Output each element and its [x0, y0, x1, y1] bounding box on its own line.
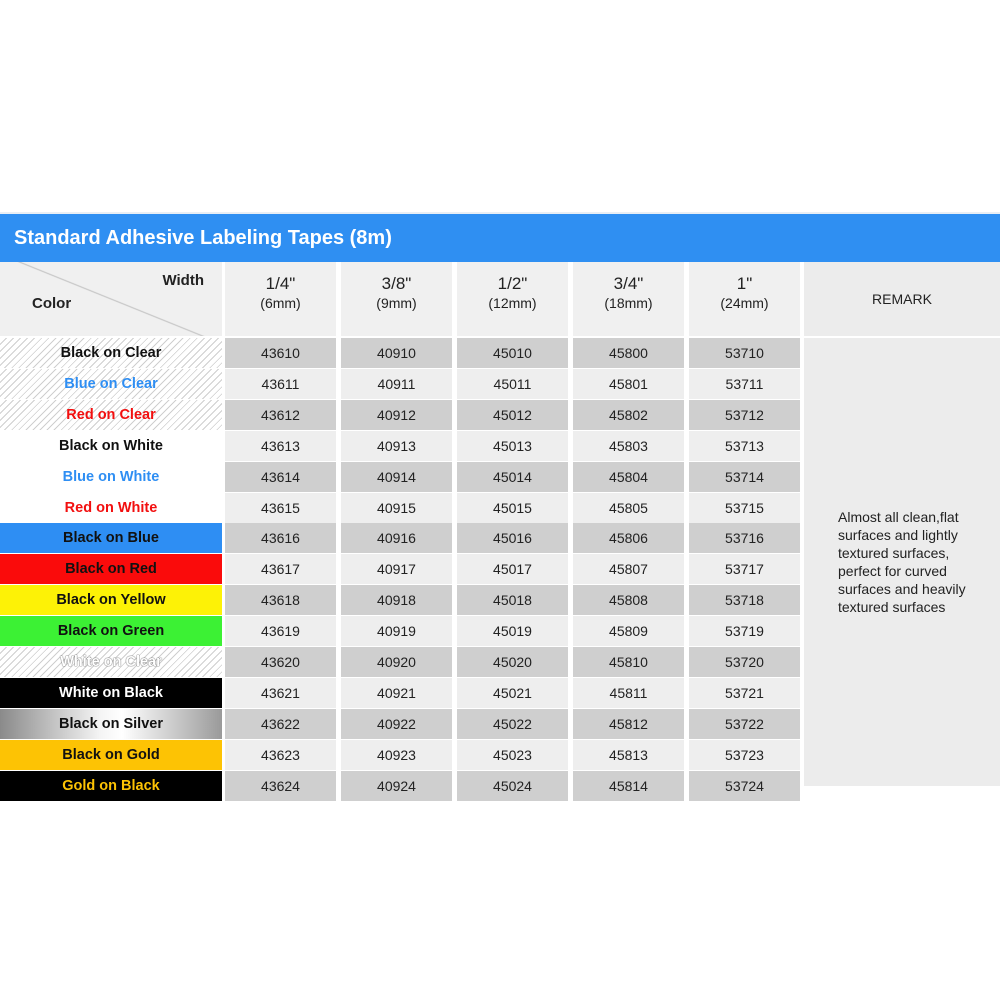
- tape-code-cell: 45813: [573, 740, 684, 770]
- tape-code-cell: 45022: [457, 709, 568, 739]
- tape-code-cell: 45804: [573, 462, 684, 492]
- tape-code-cell: 53712: [689, 400, 800, 430]
- tape-spec-table: [0, 212, 1000, 794]
- tape-color-black-on-white: Black on White: [0, 431, 222, 461]
- header-corner-cell: [0, 262, 222, 336]
- tape-color-gold-on-black: Gold on Black: [0, 771, 222, 801]
- tape-code-cell: 45805: [573, 493, 684, 523]
- tape-code-cell: 45802: [573, 400, 684, 430]
- tape-code-cell: 43610: [225, 338, 336, 368]
- tape-code-cell: 45811: [573, 678, 684, 708]
- tape-code-cell: 45013: [457, 431, 568, 461]
- size-fraction: 1/2": [497, 274, 528, 293]
- tape-code-cell: 40917: [341, 554, 452, 584]
- tape-code-cell: 43615: [225, 493, 336, 523]
- tape-code-cell: 45023: [457, 740, 568, 770]
- tape-code-cell: 45801: [573, 369, 684, 399]
- tape-color-blue-on-white: Blue on White: [0, 462, 222, 492]
- size-mm: (12mm): [488, 295, 537, 311]
- tape-code-cell: 45014: [457, 462, 568, 492]
- tape-code-cell: 45806: [573, 523, 684, 553]
- tape-code-cell: 40922: [341, 709, 452, 739]
- tape-code-cell: 53720: [689, 647, 800, 677]
- tape-code-cell: 43613: [225, 431, 336, 461]
- tape-code-cell: 45019: [457, 616, 568, 646]
- tape-code-cell: 40918: [341, 585, 452, 615]
- tape-code-cell: 53724: [689, 771, 800, 801]
- table-title: Standard Adhesive Labeling Tapes (8m): [0, 212, 1000, 262]
- remark-cell: [804, 338, 1000, 786]
- tape-code-cell: 45024: [457, 771, 568, 801]
- tape-code-cell: 53716: [689, 523, 800, 553]
- tape-code-cell: 40920: [341, 647, 452, 677]
- tape-code-cell: 53723: [689, 740, 800, 770]
- tape-code-cell: 43616: [225, 523, 336, 553]
- tape-code-cell: 43612: [225, 400, 336, 430]
- tape-code-cell: 43622: [225, 709, 336, 739]
- tape-code-cell: 53715: [689, 493, 800, 523]
- tape-color-black-on-clear: Black on Clear: [0, 338, 222, 368]
- size-mm: (18mm): [604, 295, 653, 311]
- header-size-12mm: [457, 262, 568, 336]
- size-fraction: 3/4": [613, 274, 644, 293]
- tape-code-cell: 45012: [457, 400, 568, 430]
- tape-color-white-on-black: White on Black: [0, 678, 222, 708]
- size-fraction: 3/8": [381, 274, 412, 293]
- tape-color-black-on-gold: Black on Gold: [0, 740, 222, 770]
- tape-code-cell: 53710: [689, 338, 800, 368]
- tape-code-cell: 45808: [573, 585, 684, 615]
- tape-code-cell: 53711: [689, 369, 800, 399]
- tape-code-cell: 45021: [457, 678, 568, 708]
- size-mm: (6mm): [260, 295, 301, 311]
- tape-color-black-on-yellow: Black on Yellow: [0, 585, 222, 615]
- tape-color-red-on-white: Red on White: [0, 493, 222, 523]
- tape-code-cell: 43618: [225, 585, 336, 615]
- tape-color-black-on-blue: Black on Blue: [0, 523, 222, 553]
- size-mm: (9mm): [376, 295, 417, 311]
- tape-code-cell: 40912: [341, 400, 452, 430]
- tape-code-cell: 43621: [225, 678, 336, 708]
- tape-color-red-on-clear: Red on Clear: [0, 400, 222, 430]
- size-fraction: 1/4": [265, 274, 296, 293]
- tape-code-cell: 53718: [689, 585, 800, 615]
- tape-code-cell: 45015: [457, 493, 568, 523]
- header-size-9mm: [341, 262, 452, 336]
- tape-code-cell: 43623: [225, 740, 336, 770]
- remark-header: REMARK: [804, 262, 1000, 336]
- tape-code-cell: 45809: [573, 616, 684, 646]
- tape-code-cell: 53714: [689, 462, 800, 492]
- tape-code-cell: 40923: [341, 740, 452, 770]
- tape-color-black-on-red: Black on Red: [0, 554, 222, 584]
- tape-code-cell: 43620: [225, 647, 336, 677]
- tape-code-cell: 45800: [573, 338, 684, 368]
- tape-code-cell: 40913: [341, 431, 452, 461]
- header-size-18mm: [573, 262, 684, 336]
- tape-code-cell: 45814: [573, 771, 684, 801]
- tape-code-cell: 53713: [689, 431, 800, 461]
- tape-code-cell: 43614: [225, 462, 336, 492]
- tape-code-cell: 40914: [341, 462, 452, 492]
- tape-code-cell: 45018: [457, 585, 568, 615]
- tape-code-cell: 53721: [689, 678, 800, 708]
- tape-code-cell: 45810: [573, 647, 684, 677]
- tape-color-white-on-clear: White on Clear: [0, 647, 222, 677]
- tape-code-cell: 45803: [573, 431, 684, 461]
- tape-code-cell: 43624: [225, 771, 336, 801]
- tape-color-blue-on-clear: Blue on Clear: [0, 369, 222, 399]
- color-header-label: Color: [32, 295, 72, 312]
- tape-code-cell: 45011: [457, 369, 568, 399]
- tape-code-cell: 40919: [341, 616, 452, 646]
- tape-code-cell: 40916: [341, 523, 452, 553]
- header-size-24mm: [689, 262, 800, 336]
- tape-code-cell: 40911: [341, 369, 452, 399]
- tape-code-cell: 40921: [341, 678, 452, 708]
- tape-color-black-on-silver: Black on Silver: [0, 709, 222, 739]
- tape-code-cell: 43617: [225, 554, 336, 584]
- size-mm: (24mm): [720, 295, 769, 311]
- tape-code-cell: 53717: [689, 554, 800, 584]
- width-header-label: Width: [162, 272, 204, 289]
- tape-code-cell: 43619: [225, 616, 336, 646]
- tape-code-cell: 45020: [457, 647, 568, 677]
- tape-code-cell: 53719: [689, 616, 800, 646]
- tape-code-cell: 40910: [341, 338, 452, 368]
- tape-code-cell: 40924: [341, 771, 452, 801]
- tape-code-cell: 45812: [573, 709, 684, 739]
- header-size-6mm: [225, 262, 336, 336]
- tape-color-black-on-green: Black on Green: [0, 616, 222, 646]
- tape-code-cell: 45807: [573, 554, 684, 584]
- remark-text: Almost all clean,flat surfaces and lightly textured surfaces, perfect for curved surfaces and heavily textured surfaces: [838, 509, 966, 615]
- size-fraction: 1": [736, 274, 753, 293]
- tape-code-cell: 40915: [341, 493, 452, 523]
- tape-code-cell: 53722: [689, 709, 800, 739]
- tape-code-cell: 45016: [457, 523, 568, 553]
- tape-code-cell: 45017: [457, 554, 568, 584]
- tape-code-cell: 45010: [457, 338, 568, 368]
- tape-code-cell: 43611: [225, 369, 336, 399]
